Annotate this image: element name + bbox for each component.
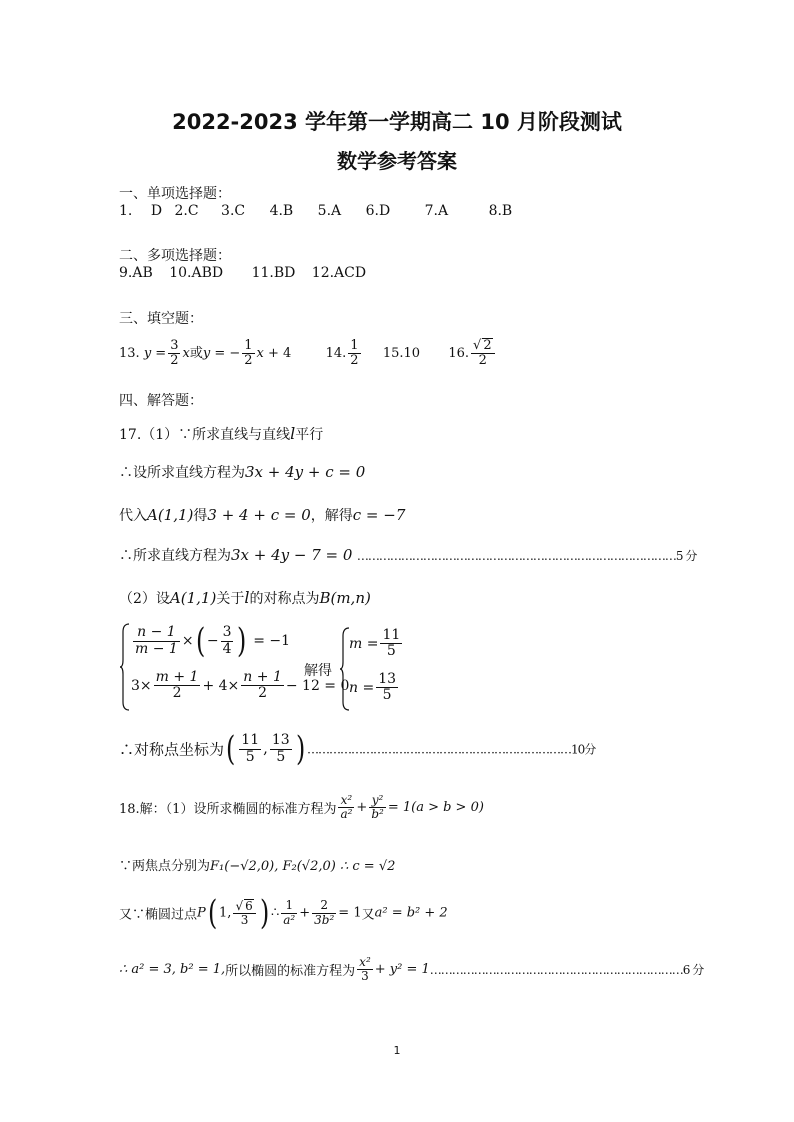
answer-item: 12.ACD <box>311 265 367 281</box>
p17-line7: ∴对称点坐标为( $\frac{11}{5}$ , $\frac{13}{5}$ ) ………………………………………………………………10分 <box>119 729 596 769</box>
score-leader: ……………………………………………………………………………5 分 <box>356 549 697 563</box>
fill-13-answer: y = $\frac{3}{2}$ x或y = − $\frac{1}{2}$ x + 4 <box>143 337 292 368</box>
section-multi-choice: 二、多项选择题： <box>119 248 231 264</box>
fill-16-label: 16. <box>448 345 470 361</box>
point-a: A(1,1) <box>147 506 194 524</box>
left-brace-icon <box>119 622 131 712</box>
equation: 3x + 4y − 7 = 0 <box>231 546 353 564</box>
line-l-symbol: l <box>290 424 296 443</box>
page-subtitle: 数学参考答案 <box>337 149 457 173</box>
fill-16-answer: $\frac{√ 2}{2}$ <box>471 338 495 369</box>
p17-line5: （2）设A(1,1)关于l的对称点为B(m,n) <box>119 588 371 607</box>
fill-13-label: 13. <box>119 345 140 361</box>
equation: ∴ a² = 3, b² = 1, <box>119 962 226 978</box>
answer-item: D <box>150 203 163 219</box>
section-single-choice: 一、单项选择题： <box>119 186 231 202</box>
p17-line4: ∴所求直线方程为3x + 4y − 7 = 0 ……………………………………………………………………………5 分 <box>119 546 697 564</box>
solve-label: 解得 <box>304 663 332 679</box>
section-solutions: 四、解答题： <box>119 393 203 409</box>
p17-line1: 17.（1）∵所求直线与直线l平行 <box>119 424 324 443</box>
answer-item: 8.B <box>488 203 513 219</box>
p18-line1: 18.解：（1）设所求椭圆的标准方程为 $\frac{\text{x²}}{\text{a²}}$ + $\frac{\text{y²}}{\text{b²}}$ = 1(a > b > 0) <box>119 793 484 822</box>
answer-item: 10.ABD <box>169 265 224 281</box>
p18-line4: ∴ a² = 3, b² = 1,所以椭圆的标准方程为 $\frac{\text{x²}}{3}$ + y² = 1……………………………………………………………6 分 <box>119 955 704 984</box>
fill-15-answer: 15.10 <box>382 345 421 361</box>
equation: F₁(−√2,0), F₂(√2,0) ∴ c = √2 <box>210 859 396 874</box>
answer-item: 3.C <box>221 203 246 219</box>
section-fill-blank: 三、填空题： <box>119 311 203 327</box>
point-b: B(m,n) <box>319 589 371 607</box>
equation: 3x + 4y + c = 0 <box>245 463 366 481</box>
single-choice-answers <box>119 203 512 219</box>
page-title: 2022-2023 学年第一学期高二 10 月阶段测试 <box>172 110 622 134</box>
answer-item: 2.C <box>174 203 199 219</box>
answer-item: 9.AB <box>119 265 153 281</box>
multi-choice-answers <box>119 265 366 281</box>
score-leader: ……………………………………………………………6 分 <box>429 963 704 978</box>
fill-14-answer: $\frac{1}{2}$ <box>350 337 359 368</box>
page-number: 1 <box>393 1044 401 1057</box>
answer-item: 1. <box>119 203 133 219</box>
line-l-symbol: l <box>244 588 250 607</box>
p17-line2: ∴设所求直线方程为3x + 4y + c = 0 <box>119 463 366 481</box>
answer-item: 7.A <box>424 203 449 219</box>
equation: 3 + 4 + c = 0 <box>207 506 311 524</box>
answer-item: 5.A <box>317 203 342 219</box>
p17-line3: 代入A(1,1)得3 + 4 + c = 0，解得c = −7 <box>119 506 406 524</box>
point-a: A(1,1) <box>169 589 217 607</box>
p18-line2: ∵两焦点分别为F₁(−√2,0), F₂(√2,0) ∴ c = √2 <box>119 859 396 874</box>
fill-blank-answers <box>119 338 497 369</box>
answer-item: 4.B <box>269 203 294 219</box>
fill-14-label: 14. <box>325 345 347 361</box>
equation: c = −7 <box>352 506 406 524</box>
equation: = 1(a > b > 0) <box>387 800 484 816</box>
answer-item: 6.D <box>365 203 391 219</box>
equation: + y² = 1 <box>374 962 430 978</box>
answer-item: 11.BD <box>251 265 296 281</box>
p18-line3: 又∵椭圆过点P( 1, $\frac{√ 6}{3}$ ) ∴ $\frac{1}{\text{a²}}$ + $\frac{2}{\text{3b²}}$ = 1又a² = b² + 2 <box>119 893 448 933</box>
score-leader: ………………………………………………………………10分 <box>306 742 596 757</box>
